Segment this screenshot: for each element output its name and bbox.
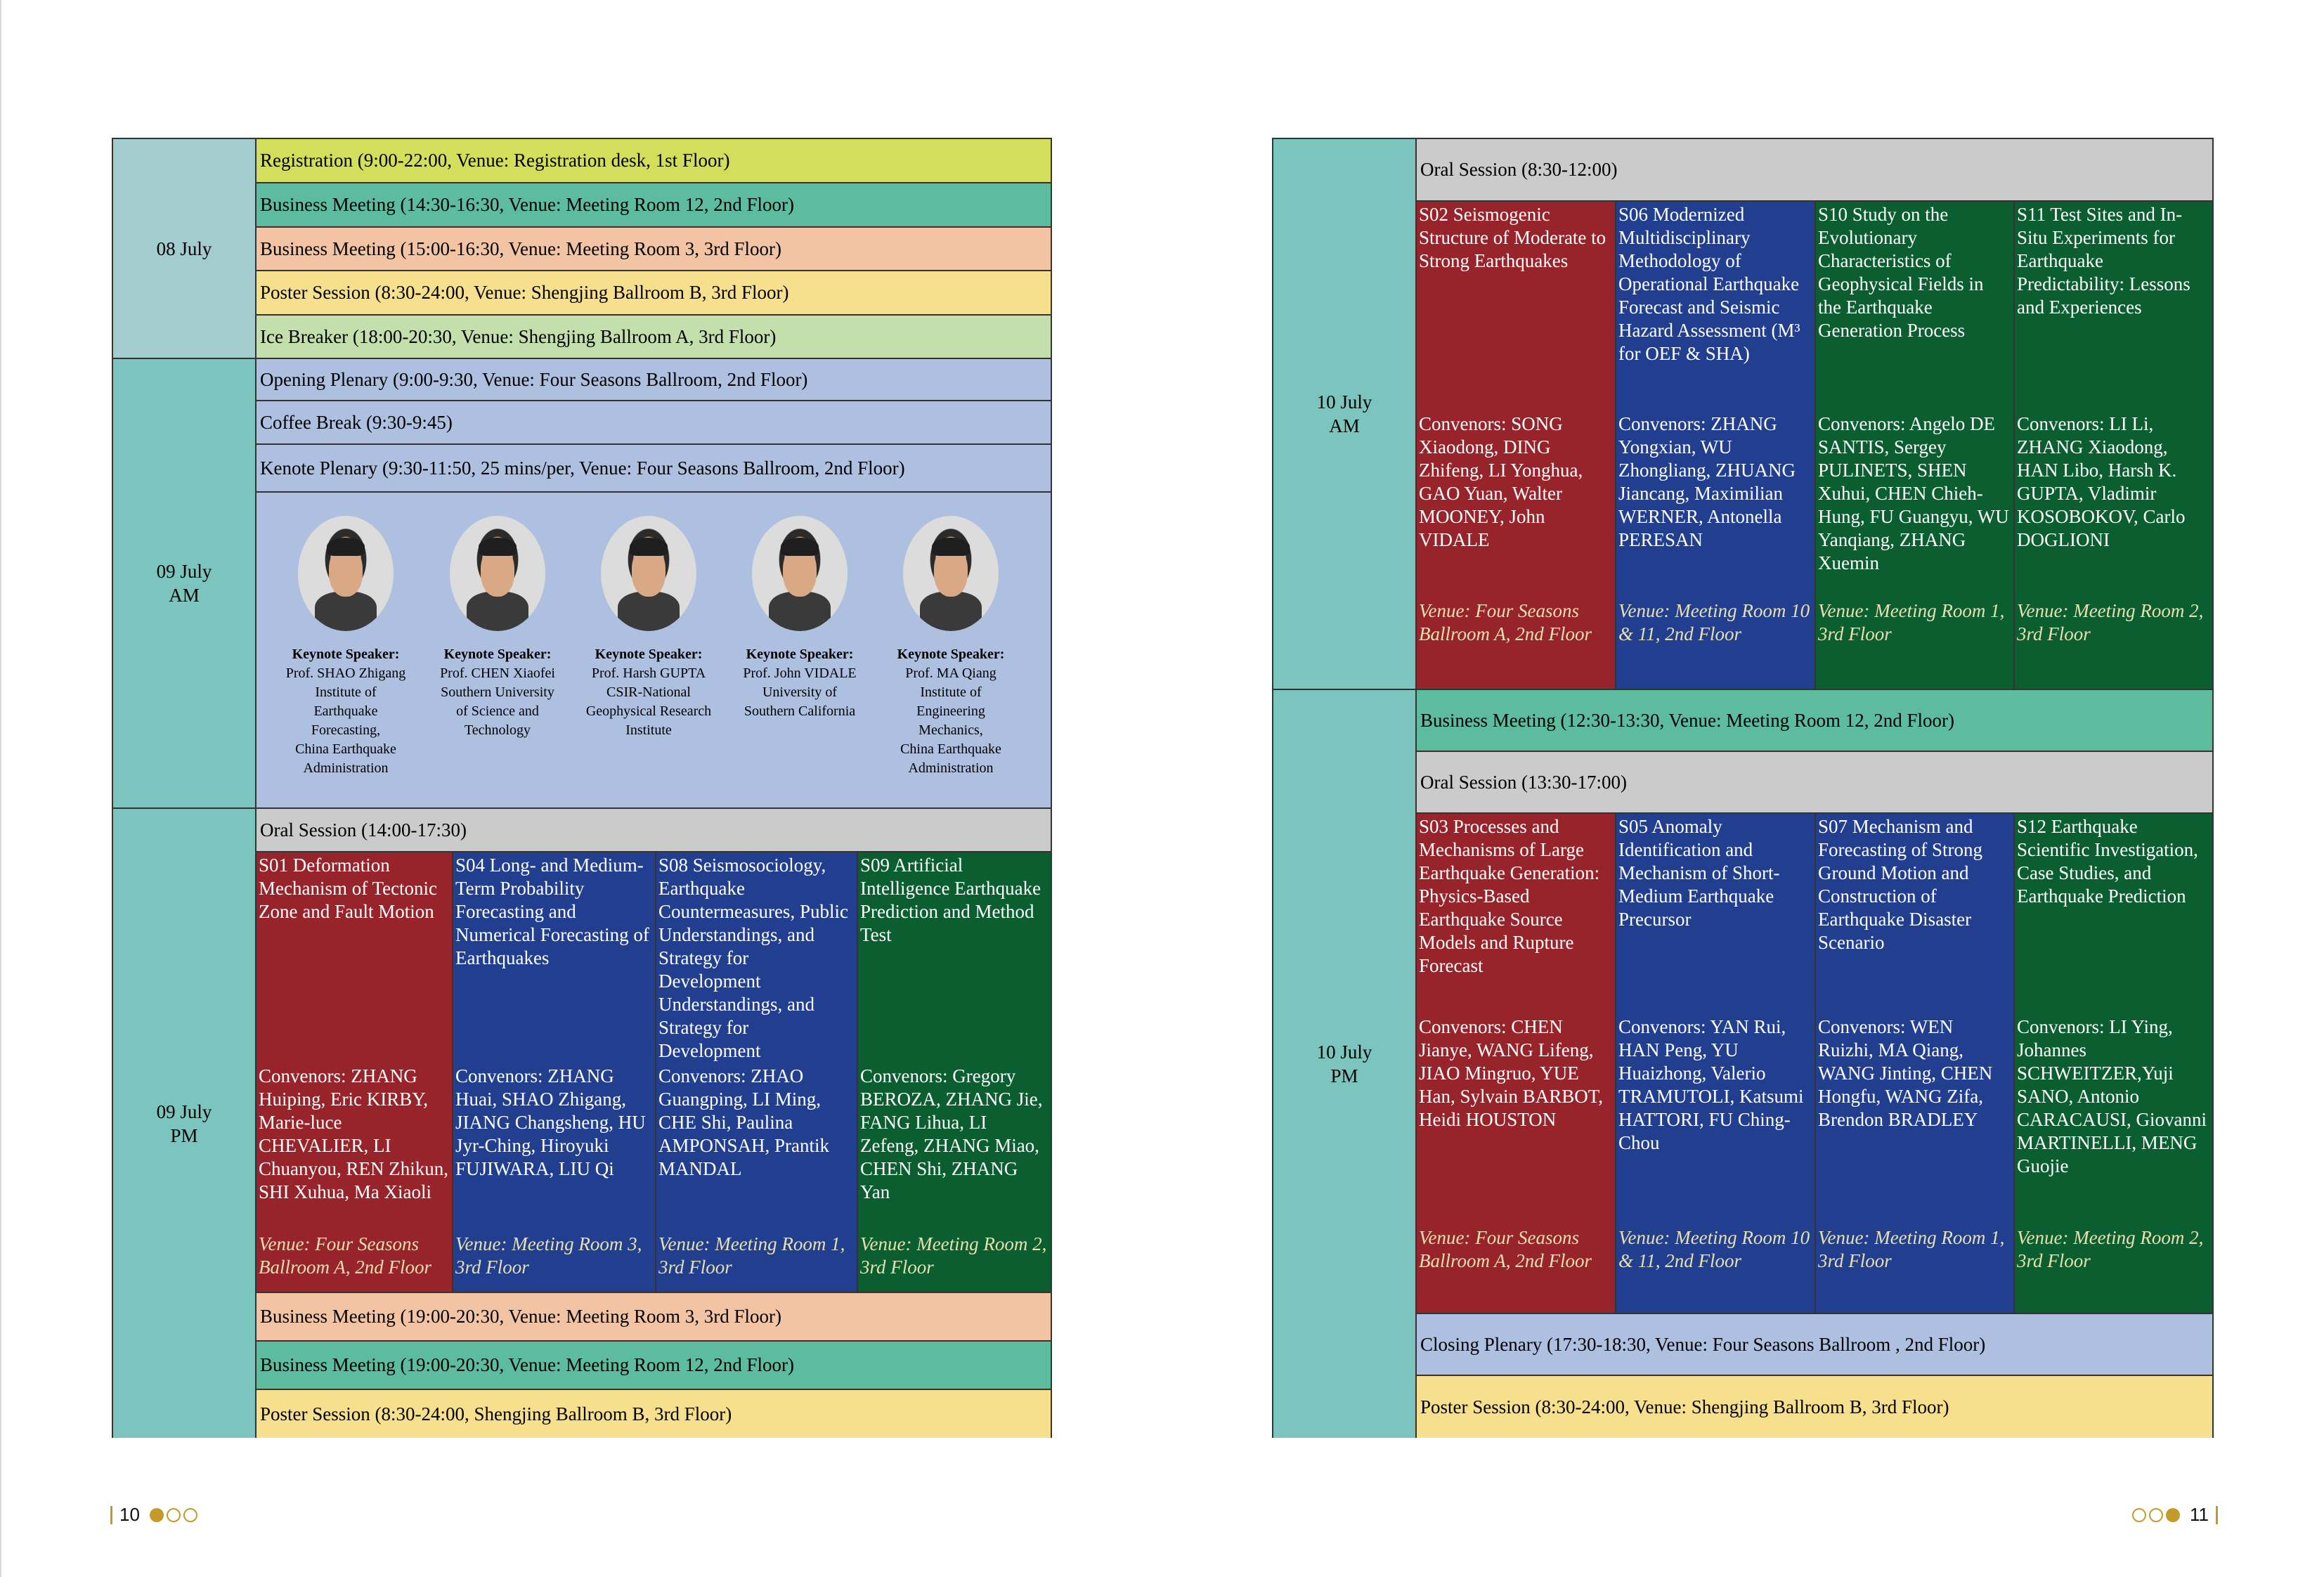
- dot-icon: [167, 1508, 181, 1522]
- poster-session-row: Poster Session (8:30-24:00, Shengjing Ballroom B, 3rd Floor): [257, 1390, 1051, 1438]
- speaker-details: Prof. MA Qiang Institute of Engineering Mechanics, China Earthquake Administration: [900, 666, 1001, 776]
- poster-session-row: Poster Session (8:30-24:00, Venue: Shengjing Ballroom B, 3rd Floor): [1417, 1376, 2212, 1438]
- date-10-july-pm: 10 July PM: [1273, 690, 1417, 1438]
- business-meeting-row: Business Meeting (15:00-16:30, Venue: Meeting Room 3, 3rd Floor): [257, 228, 1051, 271]
- speaker-details: Prof. SHAO Zhigang Institute of Earthquake Forecasting, China Earthquake Administration: [285, 666, 406, 776]
- oral-session-row: Oral Session (14:00-17:30): [257, 809, 1051, 852]
- date-09-july-am: 09 July AM: [113, 359, 257, 809]
- speaker-photo: [298, 516, 394, 631]
- speaker-role: Keynote Speaker:: [443, 647, 552, 662]
- keynote-speakers-panel: [257, 493, 1051, 809]
- session-s10: S10 Study on the Evolutionary Characteristics of Geophysical Fields in the Earthquake Generation Process Convenors: Angelo DE SANTIS, Sergey PULINETS, SHEN Xuhui, CHEN Chieh-Hung, FU Guangyu, WU Yanqiang, ZHANG Xuemin Venue: Meeting Room 1, 3rd Floor: [1816, 202, 2015, 689]
- schedule-table-right: [1272, 138, 2214, 1438]
- dot-icon: [183, 1508, 197, 1522]
- speaker-photo: [752, 516, 848, 631]
- session-columns: [1417, 814, 2212, 1314]
- poster-session-row: Poster Session (8:30-24:00, Venue: Shengjing Ballroom B, 3rd Floor): [257, 271, 1051, 316]
- keynote-speaker: [725, 493, 875, 721]
- session-s09: S09 Artificial Intelligence Earthquake Prediction and Method Test Convenors: Gregory BEROZA, ZHANG Jie, FANG Lihua, LI Zefeng, ZHANG Miao, CHEN Shi, ZHANG Yan Venue: Meeting Room 2, 3rd Floor: [858, 852, 1051, 1292]
- session-s02: S02 Seismogenic Structure of Moderate to Strong Earthquakes Convenors: SONG Xiaodong, DING Zhifeng, LI Yonghua, GAO Yuan, Walter MOONEY, John VIDALE Venue: Four Seasons Ballroom A, 2nd Floor: [1417, 202, 1616, 689]
- coffee-break-row: Coffee Break (9:30-9:45): [257, 401, 1051, 445]
- opening-plenary-row: Opening Plenary (9:00-9:30, Venue: Four Seasons Ballroom, 2nd Floor): [257, 359, 1051, 401]
- speaker-role: Keynote Speaker:: [292, 647, 400, 662]
- session-s12: S12 Earthquake Scientific Investigation, Case Studies, and Earthquake Prediction Convenors: LI Ying, Johannes SCHWEITZER,Yuji SANO, Antonio CARACAUSI, Giovanni MARTINELLI, MENG Guojie Venue: Meeting Room 2, 3rd Floor: [2015, 814, 2212, 1313]
- speaker-details: Prof. Harsh GUPTA CSIR-National Geophysical Research Institute: [585, 666, 712, 738]
- keynote-speaker: [573, 493, 724, 740]
- speaker-role: Keynote Speaker:: [746, 647, 854, 662]
- dot-icon: [2149, 1508, 2163, 1522]
- footer-bar: [110, 1506, 112, 1524]
- page-footer-right: [2131, 1504, 2225, 1526]
- keynote-speaker: [876, 493, 1026, 778]
- oral-session-row: Oral Session (13:30-17:00): [1417, 752, 2212, 814]
- session-s07: S07 Mechanism and Forecasting of Strong Ground Motion and Construction of Earthquake Disaster Scenario Convenors: WEN Ruizhi, MA Qiang, WANG Jinting, CHEN Hongfu, WANG Zifa, Brendon BRADLEY Venue: Meeting Room 1, 3rd Floor: [1816, 814, 2015, 1313]
- business-meeting-row: Business Meeting (12:30-13:30, Venue: Meeting Room 12, 2nd Floor): [1417, 690, 2212, 752]
- session-s08: S08 Seismosociology, Earthquake Countermeasures, Public Understandings, and Strategy for Development Understandings, and Strategy for Development Convenors: ZHAO Guangping, LI Ming, CHE Shi, Paulina AMPONSAH, Prantik MANDAL Venue: Meeting Room 1, 3rd Floor: [656, 852, 858, 1292]
- speaker-photo: [903, 516, 999, 631]
- session-s04: S04 Long- and Medium-Term Probability Forecasting and Numerical Forecasting of Earthquakes Convenors: ZHANG Huai, SHAO Zhigang, JIANG Changsheng, HU Jyr-Ching, Hiroyuki FUJIWARA, LIU Qi Venue: Meeting Room 3, 3rd Floor: [453, 852, 656, 1292]
- date-10-july-am: 10 July AM: [1273, 139, 1417, 690]
- ice-breaker-row: Ice Breaker (18:00-20:30, Venue: Shengjing Ballroom A, 3rd Floor): [257, 316, 1051, 359]
- keynote-plenary-row: Kenote Plenary (9:30-11:50, 25 mins/per, Venue: Four Seasons Ballroom, 2nd Floor): [257, 445, 1051, 493]
- footer-bar: [2216, 1506, 2218, 1524]
- session-s03: S03 Processes and Mechanisms of Large Earthquake Generation: Physics-Based Earthquake Source Models and Rupture Forecast Convenors: CHEN Jianye, WANG Lifeng, JIAO Mingruo, YUE Han, Sylvain BARBOT, Heidi HOUSTON Venue: Four Seasons Ballroom A, 2nd Floor: [1417, 814, 1616, 1313]
- speaker-photo: [450, 516, 545, 631]
- speaker-details: Prof. CHEN Xiaofei Southern University of Science and Technology: [440, 666, 555, 738]
- page-footer-left: [110, 1504, 199, 1526]
- date-09-july-pm: 09 July PM: [113, 809, 257, 1438]
- business-meeting-row: Business Meeting (19:00-20:30, Venue: Meeting Room 3, 3rd Floor): [257, 1293, 1051, 1342]
- closing-plenary-row: Closing Plenary (17:30-18:30, Venue: Four Seasons Ballroom , 2nd Floor): [1417, 1314, 2212, 1376]
- business-meeting-row: Business Meeting (19:00-20:30, Venue: Meeting Room 12, 2nd Floor): [257, 1342, 1051, 1390]
- keynote-speaker: [271, 493, 421, 778]
- business-meeting-row: Business Meeting (14:30-16:30, Venue: Meeting Room 12, 2nd Floor): [257, 183, 1051, 228]
- session-s01: S01 Deformation Mechanism of Tectonic Zone and Fault Motion Convenors: ZHANG Huiping, Eric KIRBY, Marie-luce CHEVALIER, LI Chuanyou, REN Zhikun, SHI Xuhua, Ma Xiaoli Venue: Four Seasons Ballroom A, 2nd Floor: [257, 852, 453, 1292]
- page-number: 11: [2190, 1504, 2209, 1525]
- session-columns: [257, 852, 1051, 1293]
- page-number: 10: [119, 1504, 140, 1525]
- speaker-photo: [601, 516, 696, 631]
- speaker-role: Keynote Speaker:: [595, 647, 703, 662]
- schedule-table-left: [112, 138, 1052, 1438]
- speaker-details: Prof. John VIDALE University of Southern California: [743, 666, 857, 719]
- left-page: [0, 0, 1161, 1577]
- registration-row: Registration (9:00-22:00, Venue: Registration desk, 1st Floor): [257, 139, 1051, 183]
- date-08-july: 08 July: [113, 139, 257, 359]
- dot-icon: [2166, 1508, 2180, 1522]
- session-s05: S05 Anomaly Identification and Mechanism of Short-Medium Earthquake Precursor Convenors: YAN Rui, HAN Peng, YU Huaizhong, Valerio TRAMUTOLI, Katsumi HATTORI, FU Ching-Chou Venue: Meeting Room 10 & 11, 2nd Floor: [1616, 814, 1816, 1313]
- speaker-role: Keynote Speaker:: [897, 647, 1005, 662]
- right-page: [1161, 0, 2324, 1577]
- session-s06: S06 Modernized Multidisciplinary Methodology of Operational Earthquake Forecast and Seismic Hazard Assessment (M³ for OEF & SHA) Convenors: ZHANG Yongxian, WU Zhongliang, ZHUANG Jiancang, Maximilian WERNER, Antonella PERESAN Venue: Meeting Room 10 & 11, 2nd Floor: [1616, 202, 1816, 689]
- dot-icon: [2132, 1508, 2146, 1522]
- oral-session-row: Oral Session (8:30-12:00): [1417, 139, 2212, 202]
- session-columns: [1417, 202, 2212, 690]
- dot-icon: [150, 1508, 164, 1522]
- session-s11: S11 Test Sites and In-Situ Experiments for Earthquake Predictability: Lessons and Experiences Convenors: LI Li, ZHANG Xiaodong, HAN Libo, Harsh K. GUPTA, Vladimir KOSOBOKOV, Carlo DOGLIONI Venue: Meeting Room 2, 3rd Floor: [2015, 202, 2212, 689]
- keynote-speaker: [422, 493, 573, 740]
